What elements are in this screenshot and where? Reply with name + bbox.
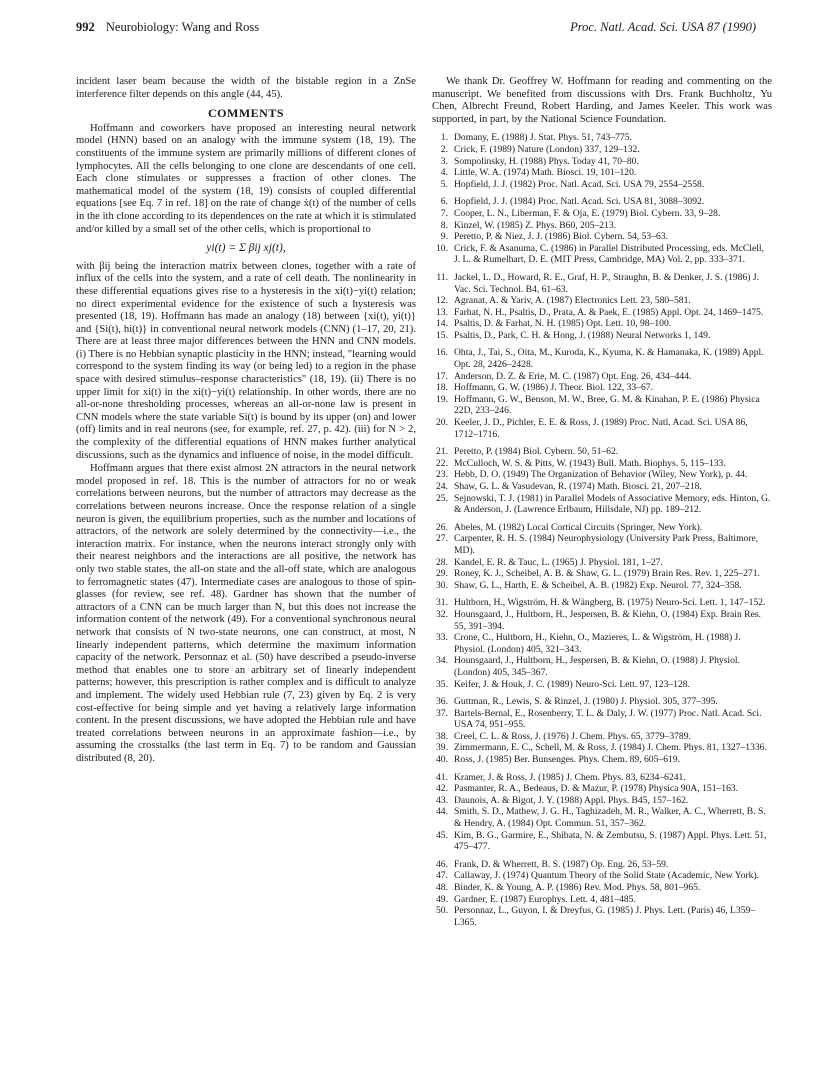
reference-text: Hultborn, H., Wigström, H. & Wängberg, B. (1975) Neuro-Sci. Lett. 1, 147–152.: [454, 597, 766, 609]
reference-item: [432, 382, 772, 394]
reference-text: Kramer, J. & Ross, J. (1985) J. Chem. Phys. 83, 6234–6241.: [454, 771, 686, 783]
reference-number: 12.: [436, 295, 448, 307]
reference-text: Ohta, J., Tai, S., Oita, M., Kuroda, K., Kyuma, K. & Hamanaka, K. (1989) Appl. Opt. 28, 2426–2428.: [454, 347, 764, 371]
reference-item: [432, 295, 772, 307]
reference-item: [432, 679, 772, 691]
reference-text: Psaltis, D. & Farhat, N. H. (1985) Opt. Lett. 10, 98–100.: [454, 318, 672, 330]
reference-number: 23.: [436, 469, 448, 481]
reference-number: 38.: [436, 730, 448, 742]
section-title: COMMENTS: [208, 106, 284, 121]
reference-item: [432, 481, 772, 493]
reference-number: 6.: [440, 196, 448, 208]
reference-number: 28.: [436, 556, 448, 568]
reference-item: [432, 597, 772, 609]
reference-item: [432, 446, 772, 458]
reference-number: 18.: [436, 382, 448, 394]
reference-item: [432, 580, 772, 592]
reference-text: Roney, K. J., Scheibel, A. B. & Shaw, G. L. (1979) Brain Res. Rev. 1, 225–271.: [454, 568, 760, 580]
reference-text: Hopfield, J. J. (1984) Proc. Natl. Acad. Sci. USA 81, 3088–3092.: [454, 196, 705, 208]
reference-item: [432, 795, 772, 807]
reference-number: 24.: [436, 481, 448, 492]
reference-number: 31.: [436, 597, 448, 609]
reference-text: Crone, C., Hultborn, H., Kiehn, O., Mazieres, L. & Wigström, H. (1988) J. Physiol. (London) 405, 321–343.: [454, 632, 741, 655]
reference-item: [432, 731, 772, 743]
reference-number: 26.: [436, 521, 448, 533]
reference-item: [432, 394, 772, 417]
reference-number: 40.: [436, 754, 448, 766]
reference-item: [432, 144, 772, 156]
right-column: [432, 76, 772, 928]
reference-number: 47.: [436, 870, 448, 882]
equation: yi(t) = Σ βij xj(t),: [206, 242, 286, 255]
reference-text: Kinzel, W. (1985) Z. Phys. B60, 205–213.: [454, 219, 617, 231]
reference-number: 9.: [440, 231, 448, 243]
reference-item: [432, 307, 772, 319]
reference-text: Keeler, J. D., Pichler, E. E. & Ross, J. (1989) Proc. Natl. Acad. Sci. USA 86, 1712–1716.: [454, 417, 748, 440]
reference-text: Smith, S. D., Mathew, J. G. H., Taghizadeh, M. R., Walker, A. C., Wherrett, B. S. & Hendry, A. (1984) Opt. Commun. 51, 357–362.: [454, 806, 766, 830]
reference-number: 49.: [436, 893, 448, 905]
reference-number: 17.: [436, 370, 448, 382]
reference-item: [432, 493, 772, 516]
reference-number: 21.: [436, 446, 448, 458]
header-left: [76, 20, 259, 35]
reference-text: Psaltis, D., Park, C. H. & Hong, J. (1988) Neural Networks 1, 149.: [454, 329, 711, 341]
reference-text: Personnaz, L., Guyon, I. & Dreyfus, G. (1985) J. Phys. Lett. (Paris) 46, L359–L365.: [454, 905, 756, 928]
acknowledgment: We thank Dr. Geoffrey W. Hoffmann for reading and commenting on the manuscript. We benefited from discussions with Drs. Frank Buchholtz, Yu Chen, Albrecht Freund, Robert Harding, and James Keeler. This work was supported, in part, by the National Science Foundation.: [432, 76, 772, 125]
reference-number: 34.: [436, 655, 448, 667]
reference-text: Crick, F. & Asanuma, C. (1986) in Parallel Distributed Processing, eds. McClell, J. L. & Rumelhart, D. E. (MIT Press, Cambridge, MA) Vol. 2, pp. 333–371.: [454, 242, 764, 266]
reference-number: 22.: [436, 457, 448, 469]
reference-number: 42.: [436, 783, 448, 795]
reference-item: [432, 905, 772, 928]
reference-number: 43.: [436, 794, 448, 806]
reference-text: Shaw, G. L., Harth, E. & Scheibel, A. B. (1982) Exp. Neurol. 77, 324–358.: [454, 579, 742, 591]
reference-text: Callaway, J. (1974) Quantum Theory of the Solid State (Academic, New York).: [454, 870, 760, 882]
reference-item: [432, 208, 772, 220]
reference-text: Sejnowski, T. J. (1981) in Parallel Models of Associative Memory, eds. Hinton, G. & Anderson, J. (Lawrence Erlbaum, Hillsdale, NJ) pp. 189–212.: [454, 492, 771, 516]
reference-text: Carpenter, R. H. S. (1984) Neurophysiology (University Park Press, Baltimore, MD).: [454, 533, 759, 556]
reference-item: [432, 272, 772, 295]
reference-item: [432, 783, 772, 795]
reference-number: 41.: [436, 771, 448, 783]
reference-item: [432, 231, 772, 243]
reference-number: 30.: [436, 579, 448, 591]
reference-number: 3.: [440, 155, 448, 167]
reference-item: [432, 708, 772, 731]
reference-number: 29.: [436, 568, 448, 580]
reference-text: Jackel, L. D., Howard, R. E., Graf, H. P., Straughn, B. & Denker, J. S. (1986) J. Vac. Sci. Technol. B4, 61–63.: [454, 271, 759, 295]
reference-item: [432, 417, 772, 440]
reference-text: Crick, F. (1989) Nature (London) 337, 129–132.: [454, 143, 640, 155]
reference-item: [432, 371, 772, 383]
reference-text: Hounsgaard, J., Hultborn, H., Jespersen, B. & Kiehn, O. (1988) J. Physiol. (London) 405, 345–367.: [454, 655, 740, 678]
reference-text: Guttman, R., Lewis, S. & Rinzel, J. (1980) J. Physiol. 305, 377–395.: [454, 696, 718, 708]
reference-item: [432, 196, 772, 208]
reference-number: 2.: [440, 143, 448, 155]
page-header: [76, 20, 756, 36]
reference-text: Kandel, E. R. & Tauc, L. (1965) J. Physiol. 181, 1–27.: [454, 556, 663, 568]
reference-text: Cooper, L. N., Liberman, F. & Oja, E. (1979) Biol. Cybern. 33, 9–28.: [454, 207, 721, 219]
reference-number: 25.: [436, 492, 448, 504]
reference-text: Shaw, G. L. & Vasudevan, R. (1974) Math. Biosci. 21, 207–218.: [454, 481, 702, 492]
paragraph-attractors: Hoffmann argues that there exist almost 2N attractors in the neural network model proposed in ref. 18. This is the number of attractors for no or weak correlations between neurons, but the number of attractors may decrease as the correlations between neurons increase. Once the response relation of a single neuron is given, the equilibrium properties, such as the number and locations of attractors, of the network are solely determined by the connectivity—i.e., the interaction matrix. For instance, when the neurons interact strongly only with their nearest neighbors and the interactions are all positive, the network has only two stable states, the all-on state and the all-off state, which are analogous to ferromagnetic states (47). Intermediate cases are analogous to those of spin-glasses (for review, see ref. 48). Gardner has shown that the number of attractors of a CNN can be much larger than N, but this does not increase the information content of the network (49). For a conventional synchronous neural network that consists of N two-state neurons, one can construct, at most, N linearly independent patterns, which determine the maximum information capacity of the network. Personnaz et al. (50) have described a pseudo-inverse method that enables one to store an arbitrary set of linearly independent patterns; however, this prescription is rather complex and is difficult to analyze and implement. The widely used Hebbian rule (7, 23) given by Eq. 2 is very cost-effective for being simple and yet having a relatively large information content. In the present discussions, we have adopted the Hebbian rule and have treated correlations between neurons in an approximate fashion—i.e., by assuming the crosstalks (the last term in Eq. 7) to be random and Gaussian distributed (8, 20).: [76, 463, 416, 764]
reference-item: [432, 557, 772, 569]
reference-text: Hoffmann, G. W. (1986) J. Theor. Biol. 122, 33–67.: [454, 382, 653, 394]
reference-number: 16.: [436, 347, 448, 359]
reference-text: Zimmermann, E. C., Schell, M. & Ross, J. (1984) J. Chem. Phys. 81, 1327–1336.: [454, 742, 767, 754]
reference-item: [432, 894, 772, 906]
reference-text: Abeles, M. (1982) Local Cortical Circuits (Springer, New York).: [454, 521, 703, 533]
reference-text: Binder, K. & Young, A. P. (1986) Rev. Mod. Phys. 58, 801–965.: [454, 882, 701, 893]
reference-item: [432, 167, 772, 179]
reference-text: Bartels-Bernal, E., Rosenberry, T. L. & Daly, J. W. (1977) Proc. Natl. Acad. Sci. USA 74, 951–955.: [454, 707, 762, 731]
reference-item: [432, 243, 772, 266]
reference-text: Peretto, P. & Niez, J. J. (1986) Biol. Cybern. 54, 53–63.: [454, 231, 668, 243]
reference-text: Ross, J. (1985) Ber. Bunsenges. Phys. Chem. 89, 605–619.: [454, 754, 680, 766]
reference-number: 15.: [436, 329, 448, 341]
reference-number: 33.: [436, 632, 448, 644]
running-title: Neurobiology: Wang and Ross: [105, 20, 260, 34]
reference-text: Anderson, D. Z. & Erie, M. C. (1987) Opt. Eng. 26, 434–444.: [454, 370, 692, 382]
reference-item: [432, 469, 772, 481]
reference-number: 20.: [436, 417, 448, 429]
reference-text: Little, W. A. (1974) Math. Biosci. 19, 101–120.: [454, 167, 637, 179]
reference-list: [432, 132, 772, 928]
reference-item: [432, 533, 772, 556]
reference-text: Peretto, P. (1984) Biol. Cybern. 50, 51–62.: [454, 446, 619, 458]
reference-item: [432, 830, 772, 853]
reference-item: [432, 754, 772, 766]
reference-number: 13.: [436, 306, 448, 318]
reference-text: Frank, D. & Wherrett, B. S. (1987) Op. Eng. 26, 53–59.: [454, 858, 669, 870]
reference-number: 45.: [436, 829, 448, 841]
reference-number: 46.: [436, 858, 448, 870]
reference-number: 8.: [440, 219, 448, 231]
reference-number: 35.: [436, 678, 448, 690]
reference-item: [432, 568, 772, 580]
reference-item: [432, 632, 772, 655]
reference-text: Hopfield, J. J. (1982) Proc. Natl. Acad. Sci. USA 79, 2554–2558.: [454, 178, 705, 190]
reference-number: 4.: [440, 167, 448, 179]
reference-number: 7.: [440, 207, 448, 219]
reference-text: Pasmanter, R. A., Bedeaus, D. & Mazur, P. (1978) Physica 90A, 151–163.: [454, 783, 739, 795]
reference-item: [432, 870, 772, 882]
reference-number: 11.: [436, 271, 448, 283]
reference-item: [432, 522, 772, 534]
reference-item: [432, 318, 772, 330]
reference-number: 50.: [436, 905, 448, 917]
reference-item: [432, 132, 772, 144]
reference-item: [432, 156, 772, 168]
reference-number: 27.: [436, 533, 448, 545]
reference-text: Domany, E. (1988) J. Stat. Phys. 51, 743–775.: [454, 132, 632, 144]
reference-text: McCulloch, W. S. & Pitts, W. (1943) Bull. Math. Biophys. 5, 115–133.: [454, 457, 726, 469]
reference-text: Farhat, N. H., Psaltis, D., Prata, A. & Paek, E. (1985) Appl. Opt. 24, 1469–1475.: [454, 306, 764, 318]
left-column: [76, 76, 416, 765]
reference-number: 37.: [436, 707, 448, 719]
reference-item: [432, 742, 772, 754]
journal-citation: Proc. Natl. Acad. Sci. USA 87 (1990): [570, 20, 756, 34]
reference-number: 48.: [436, 882, 448, 893]
reference-number: 19.: [436, 393, 448, 405]
page-number: 992: [76, 20, 95, 34]
continuation-text: incident laser beam because the width of the bistable region in a ZnSe interference filter depends on this angle (44, 45).: [76, 76, 416, 100]
reference-text: Creel, C. L. & Ross, J. (1976) J. Chem. Phys. 65, 3779–3789.: [454, 730, 691, 742]
reference-item: [432, 655, 772, 678]
reference-item: [432, 859, 772, 871]
reference-text: Hounsgaard, J., Hultborn, H., Jespersen, B. & Kiehn, O. (1984) Exp. Brain Res. 55, 391–394.: [454, 608, 761, 632]
paragraph-hnn-model: Hoffmann and coworkers have proposed an interesting neural network model (HNN) based on an analogy with the immune system (18, 19). The constituents of the immune system are primarily millions of different clones of lymphocytes. All the cells belonging to one clone are descendants of one cell. Each clone stimulates or suppresses a fraction of other clones. The mathematical model of the system (18, 19) consists of coupled differential equations [see Eq. 7 in ref. 18] on the rate of change ẋ(t) of the number of cells in the ith clone according to its dependences on the rate at which it is stimulated and/or killed by a small set of the other cells, which is proportional to: [76, 122, 416, 235]
reference-text: Agranat, A. & Yariv, A. (1987) Electronics Lett. 23, 580–581.: [454, 295, 691, 307]
reference-text: Daunois, A. & Bigot, J. Y. (1988) Appl. Phys. B45, 157–162.: [454, 794, 689, 806]
reference-item: [432, 806, 772, 829]
reference-number: 1.: [440, 132, 448, 144]
reference-text: Hebb, D. O. (1949) The Organization of Behavior (Wiley, New York), p. 44.: [454, 469, 748, 481]
reference-item: [432, 696, 772, 708]
reference-item: [432, 882, 772, 894]
reference-number: 5.: [440, 178, 448, 190]
reference-text: Hoffmann, G. W., Benson, M. W., Bree, G. M. & Kinahan, P. E. (1986) Physica 22D, 233–246.: [454, 393, 760, 417]
reference-text: Gardner, E. (1987) Europhys. Lett. 4, 481–485.: [454, 893, 636, 905]
reference-item: [432, 220, 772, 232]
reference-text: Sompolinsky, H. (1988) Phys. Today 41, 70–80.: [454, 155, 639, 167]
reference-text: Kim, B. G., Garmire, E., Shibata, N. & Zembutsu, S. (1987) Appl. Phys. Lett. 51, 475–477.: [454, 829, 767, 853]
reference-text: Keifer, J. & Houk, J. C. (1989) Neuro-Sci. Lett. 97, 123–128.: [454, 678, 690, 690]
reference-item: [432, 609, 772, 632]
reference-item: [432, 772, 772, 784]
reference-item: [432, 347, 772, 370]
reference-item: [432, 330, 772, 342]
reference-number: 39.: [436, 742, 448, 754]
reference-number: 32.: [436, 608, 448, 620]
reference-number: 14.: [436, 318, 448, 330]
reference-number: 36.: [436, 696, 448, 708]
reference-item: [432, 458, 772, 470]
reference-item: [432, 179, 772, 191]
reference-number: 10.: [436, 242, 448, 254]
paragraph-differences: with βij being the interaction matrix between clones, together with a rate of influx of the cells into the system, and a rate of cell death. The nonlinearity in these differential equations gives rise to a hysteresis in the xi(t)−yi(t) relation; no direct experimental evidence for the existence of such a hysteresis was presented (18, 19). Hoffmann has made an analogy (18) between {xi(t), yi(t)} and {Si(t), hi(t)} in conventional neural network models (CNN) (1–17, 20, 21). There are at least three major differences between the HNN and CNN models. (i) There is no Hebbian synaptic plasticity in the HNN; instead, "learning would correspond to the system finding its way (or being led) to a region in the phase space with desired stimulus–response characteristics" (18, 19). (ii) There is no upper limit for xi(t) in the xi(t)−yi(t) relationship. In other words, there are no all-or-none thresholding processes, whereas an all-or-none law is present in CNN models where the state variable Si(t) is bound by its upper (on) and lower (off) limits and in real neurons (see, for example, ref. 27, p. 42). (iii) for N > 2, the complexity of the differential equations of HNN makes further analytical discussions, such as the dynamics and influence of noise, in the model difficult.: [76, 260, 416, 461]
reference-number: 44.: [436, 806, 448, 818]
